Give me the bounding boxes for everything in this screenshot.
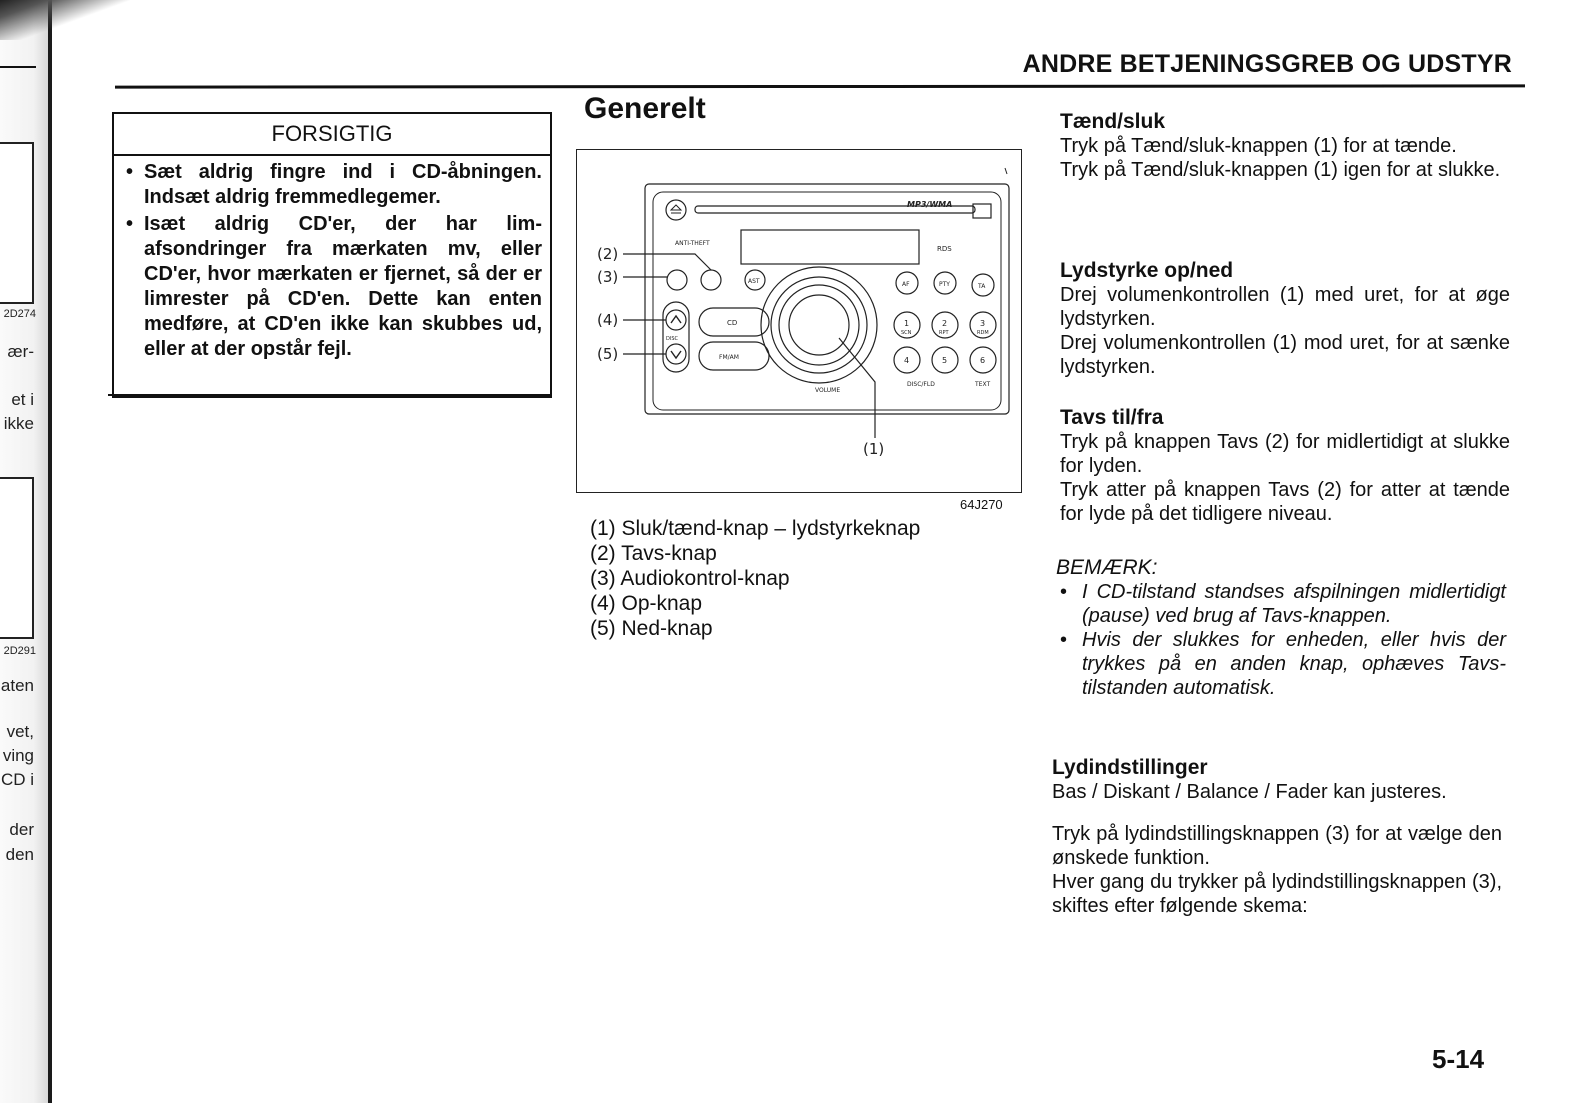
note-item: • I CD-tilstand standses afspilningen midlertidigt (pause) ved brug af Tavs-knappen. bbox=[1056, 580, 1506, 628]
section-audio-settings bbox=[1052, 756, 1502, 918]
section-mute bbox=[1060, 406, 1510, 526]
prev-page-text: ving bbox=[2, 746, 34, 765]
prev-page-text: aten bbox=[0, 676, 34, 695]
down-button bbox=[666, 344, 686, 364]
preset-6-label: 6 bbox=[980, 356, 986, 365]
prev-page-text: ikke bbox=[3, 414, 34, 433]
prev-page-code-bottom: 2D291 bbox=[3, 645, 36, 657]
prev-page-text: den bbox=[5, 845, 34, 864]
section-power bbox=[1060, 110, 1510, 182]
note-list bbox=[1056, 580, 1506, 700]
prev-page-text: et i bbox=[11, 390, 34, 409]
preset-1-label: 1 bbox=[904, 319, 910, 328]
prev-page-text: vet, bbox=[6, 722, 34, 741]
legend-item: (4) Op-knap bbox=[590, 592, 703, 615]
preset-4-label: 4 bbox=[904, 356, 910, 365]
ta-label: TA bbox=[978, 283, 986, 290]
mute-text: Tryk atter på knappen Tavs (2) for atter at tænde for lyde på det tidligere niveau. bbox=[1060, 479, 1510, 525]
text-label: TEXT bbox=[975, 381, 991, 388]
radio-figure bbox=[576, 149, 1022, 493]
power-text: Tryk på Tænd/sluk-knappen (1) igen for at slukke. bbox=[1060, 159, 1501, 181]
scan-corner-shadow bbox=[0, 0, 130, 40]
legend-item: (1) Sluk/tænd-knap – lydstyrkeknap bbox=[590, 517, 921, 540]
page-number: 5-14 bbox=[1432, 1044, 1485, 1074]
prev-page-text: ær- bbox=[7, 342, 34, 361]
audio-settings-text: Tryk på lydindstillingsknappen (3) for at vælge den ønskede funktion. bbox=[1052, 823, 1502, 869]
mute-button bbox=[701, 270, 721, 290]
disc-label: DISC bbox=[666, 336, 678, 342]
rds-label: RDS bbox=[937, 245, 952, 253]
figure-legend bbox=[590, 516, 920, 641]
audio-button bbox=[667, 270, 687, 290]
section-note bbox=[1056, 556, 1506, 700]
figure-code: 64J270 bbox=[960, 497, 1003, 512]
callout-4: (4) bbox=[597, 311, 619, 329]
power-heading: Tænd/sluk bbox=[1060, 110, 1166, 133]
ast-label: AST bbox=[748, 278, 760, 285]
preset-2-label: 2 bbox=[942, 319, 948, 328]
volume-knob bbox=[789, 295, 849, 355]
prev-page-text: der bbox=[9, 820, 34, 839]
section-header-title: ANDRE BETJENINGSGREB OG UDSTYR bbox=[1022, 50, 1512, 78]
caution-title: FORSIGTIG bbox=[114, 114, 550, 156]
mute-text: Tryk på knappen Tavs (2) for midlertidigt at slukke for lyden. bbox=[1060, 431, 1510, 477]
volume-label: VOLUME bbox=[815, 387, 841, 394]
anti-theft-label: ANTI-THEFT bbox=[675, 240, 710, 247]
legend-item: (5) Ned-knap bbox=[590, 617, 713, 640]
prev-page-text: CD i bbox=[0, 770, 34, 789]
preset-2-sublabel: RPT bbox=[939, 330, 949, 336]
prev-page-figure-bottom bbox=[0, 477, 34, 639]
page-gutter-line bbox=[48, 0, 52, 1103]
audio-settings-text: Hver gang du trykker på lydindstillingsknappen (3), skiftes efter følgende skema: bbox=[1052, 871, 1502, 917]
mp3-label: MP3/WMA bbox=[907, 200, 953, 209]
note-item: • Hvis der slukkes for enheden, eller hvis der trykkes på en anden knap, ophæves Tavs-tilstanden automatisk. bbox=[1056, 628, 1506, 700]
preset-5-label: 5 bbox=[942, 356, 948, 365]
up-button bbox=[666, 310, 686, 330]
mute-heading: Tavs til/fra bbox=[1060, 406, 1164, 429]
caution-item: • Isæt aldrig CD'er, der har lim-afsondringer fra mærkaten mv, eller CD'er, hvor mærkaten er fjernet, så der er limrester på CD'en. Dette kan enten medføre, at CD'en ikke kan skubbes ud, eller at der opstår fejl. bbox=[124, 212, 542, 362]
prev-page-figure-top bbox=[0, 142, 34, 304]
prev-page-code-top: 2D274 bbox=[3, 308, 36, 320]
legend-item: (3) Audiokontrol-knap bbox=[590, 567, 790, 590]
af-label: AF bbox=[902, 281, 910, 288]
cd-label: CD bbox=[727, 319, 738, 327]
prev-page-rule bbox=[0, 66, 36, 68]
caution-list bbox=[124, 160, 542, 364]
callout-5: (5) bbox=[597, 345, 619, 363]
general-heading: Generelt bbox=[584, 92, 706, 125]
disc-fld-label: DISC/FLD bbox=[907, 381, 935, 388]
caution-underline bbox=[108, 394, 550, 396]
power-text: Tryk på Tænd/sluk-knappen (1) for at tænde. bbox=[1060, 135, 1457, 157]
radio-faceplate bbox=[645, 184, 1009, 414]
display-window bbox=[741, 230, 919, 264]
header-rule bbox=[115, 84, 1525, 88]
radio-illustration bbox=[577, 150, 1021, 492]
mp3-badge-box bbox=[973, 204, 991, 218]
preset-1-sublabel: SCN bbox=[901, 330, 912, 336]
legend-item: (2) Tavs-knap bbox=[590, 542, 717, 565]
caution-item: • Sæt aldrig fingre ind i CD-åbningen. Indsæt aldrig fremmedlegemer. bbox=[124, 160, 542, 210]
volume-text: Drej volumenkontrollen (1) med uret, for at øge lydstyrken. bbox=[1060, 284, 1510, 330]
volume-heading: Lydstyrke op/ned bbox=[1060, 259, 1234, 282]
callout-leader-2 bbox=[623, 254, 711, 270]
callout-3: (3) bbox=[597, 268, 619, 286]
radio-inner-panel bbox=[653, 192, 1001, 410]
audio-settings-heading: Lydindstillinger bbox=[1052, 756, 1208, 779]
callout-2: (2) bbox=[597, 245, 619, 263]
preset-3-sublabel: RDM bbox=[977, 330, 989, 336]
fm-am-label: FM/AM bbox=[719, 354, 739, 361]
callout-1: (1) bbox=[863, 440, 885, 458]
section-volume bbox=[1060, 259, 1510, 379]
pty-label: PTY bbox=[939, 281, 950, 288]
caution-box bbox=[112, 112, 552, 398]
audio-settings-text: Bas / Diskant / Balance / Fader kan justeres. bbox=[1052, 781, 1447, 803]
preset-3-label: 3 bbox=[980, 319, 986, 328]
volume-text: Drej volumenkontrollen (1) mod uret, for at sænke lydstyrken. bbox=[1060, 332, 1510, 378]
note-heading: BEMÆRK: bbox=[1056, 556, 1158, 579]
